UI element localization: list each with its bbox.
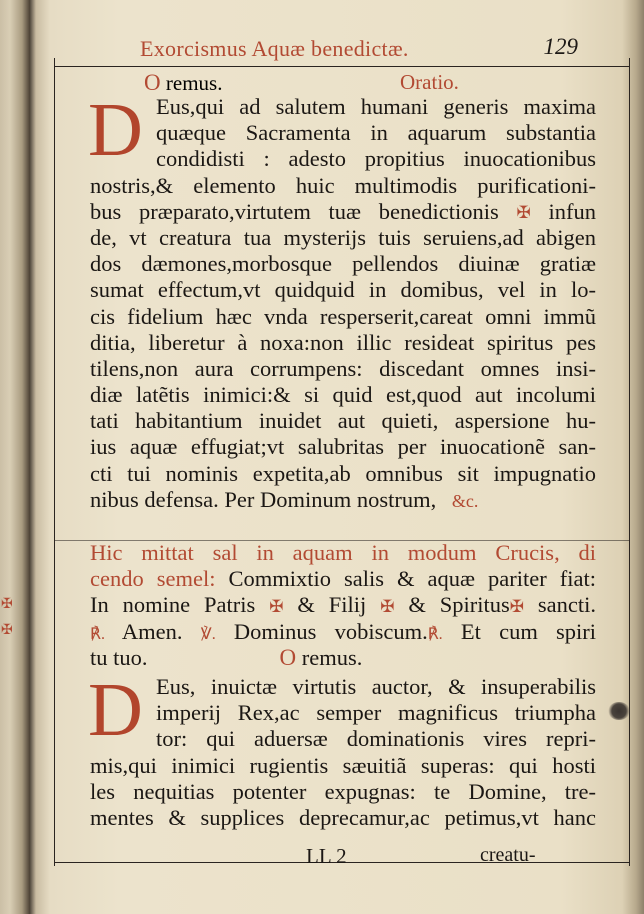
left-page-edge [0, 0, 30, 914]
text-line: les nequitias potenter expugnas: te Domine, tre- [90, 778, 596, 804]
rubric-line [90, 566, 596, 592]
invocation-part: sancti. [537, 592, 596, 618]
line-text: nibus defensa. Per Dominum nostrum, [90, 486, 437, 512]
text-line: diæ latẽtis inimici:& si quid est,quod aut incolumi [90, 382, 596, 408]
text-line: condidisti : adesto propitius inuocationibus [156, 146, 596, 172]
line-tail: infun [548, 198, 596, 224]
text-line: imperij Rex,ac semper magnificus triumpha [156, 700, 596, 726]
response-mark: ℟. [427, 625, 443, 643]
text-line [90, 487, 596, 513]
text-line: Eus, inuictæ virtutis auctor, & insuperabilis [156, 674, 596, 699]
rubric-black-part: Commixtio salis & aquæ pariter fiat: [228, 566, 596, 592]
text-line: mentes & supplices deprecamur,ac petimus,vt hanc [90, 804, 596, 830]
signature-mark: LL 2 [306, 844, 347, 868]
left-cross-icon: ✠ [1, 596, 13, 612]
top-rule [54, 66, 629, 67]
invocation-part: & Spiritus [408, 592, 510, 618]
oremus-rest: remus. [160, 71, 223, 95]
page-footer [30, 842, 644, 872]
line-text: bus præparato,virtutem tuæ benedictionis [90, 198, 499, 224]
et-cum-text: Et cum spiri [460, 618, 596, 644]
left-cross-icon: ✠ [1, 622, 13, 638]
invocation-part: In nomine Patris [90, 592, 256, 618]
page [30, 0, 644, 914]
catchword: creatu- [480, 844, 536, 866]
folio-number: 129 [543, 34, 578, 59]
cross-pattee-icon: ✠ [380, 597, 395, 617]
text-line: Eus,qui ad salutem humani generis maxima [156, 94, 596, 119]
rubric-red-part: cendo semel: [90, 566, 216, 592]
prayer1-heading [90, 70, 596, 94]
cross-pattee-icon: ✠ [509, 597, 525, 617]
prayer1-body [88, 88, 596, 513]
text-line: quæque Sacramenta in aquarum substantia [156, 120, 596, 146]
text-line: sumat effectum,vt quidquid in domibus, vel in lo- [90, 277, 596, 303]
drop-cap-initial: D [88, 668, 143, 752]
text-line: de, vt creatura tua mysterijs tuis seruiens,ad abigen [90, 224, 596, 250]
text-line [90, 199, 596, 225]
oremus-label: O remus. [144, 70, 223, 95]
cross-pattee-icon: ✠ [269, 597, 284, 617]
text-line: nostris,& elemento huic multimodis purificationi- [90, 172, 596, 198]
text-line: ditia, liberetur à noxa:non illic resideat spiritus pes [90, 329, 596, 355]
rubric-block [90, 540, 596, 671]
versicle-mark: ℣. [200, 625, 216, 643]
oratio-label: Oratio. [400, 70, 459, 94]
text-line: dos dæmones,morbosque pellendos diuinæ gratiæ [90, 251, 596, 277]
amen-text: Amen. [121, 618, 183, 644]
drop-cap-initial: D [88, 88, 143, 172]
rubric-line: Hic mittat sal in aquam in modum Crucis, di [90, 540, 596, 565]
prayer2-body [88, 668, 596, 831]
text-line: cis fidelium hæc vnda resperserit,careat omni immũ [90, 303, 596, 329]
dominus-text: Dominus vobiscum. [233, 618, 428, 644]
etc-mark: &c. [451, 490, 479, 511]
text-line: tati habitantium inuidet aut quieti, aspersione hu- [90, 408, 596, 434]
line-text: tu tuo. [90, 644, 148, 670]
invocation-part: & Filij [297, 592, 367, 618]
text-line: tilens,non aura corrumpens: discedant omnes insi- [90, 355, 596, 381]
cross-pattee-icon: ✠ [516, 203, 531, 223]
text-line: ius aquæ effugiat;vt salubritas per inuocationẽ san- [90, 434, 596, 460]
text-line: mis,qui inimici rugientis sæuitiã superas: qui hosti [90, 752, 596, 778]
oremus2-label: O remus. [279, 644, 363, 670]
ink-blot [608, 702, 630, 720]
running-head: Exorcismus Aquæ benedictæ. [140, 36, 409, 61]
response-mark: ℟. [90, 625, 105, 643]
rubric-line [90, 645, 596, 671]
rubric-line [90, 592, 596, 618]
text-line: tor: qui aduersæ dominationis vires repri- [156, 726, 596, 752]
rubric-line [90, 619, 596, 645]
text-line: cti tui nominis expetita,ab omnibus sit impugnatio [90, 460, 596, 486]
